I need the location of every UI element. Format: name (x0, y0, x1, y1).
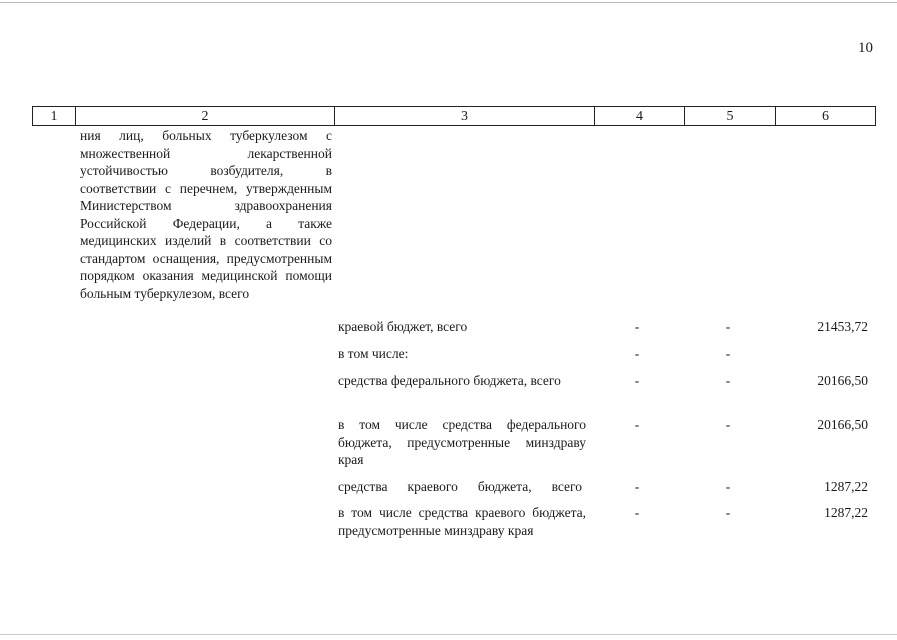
funding-source: средства краевого бюджета, всего (338, 479, 582, 494)
cell-col5: - (725, 505, 731, 520)
cell-col4: - (634, 417, 640, 432)
cell-col6: 1287,22 (824, 479, 868, 494)
scan-edge-bottom (0, 634, 897, 635)
cell-col6: 20166,50 (817, 417, 868, 432)
funding-source: краевой бюджет, всего (338, 319, 468, 334)
cell-col4: - (634, 319, 640, 334)
cell-col4: - (634, 346, 640, 361)
cell-col5: - (725, 319, 731, 334)
expense-description: ния лиц, больных туберкулезом с множественной лекарственной устойчивостью возбудителя, в соответствии с перечнем, утвержденным Министерством здравоохранения Российской Федерации, а также медицинских изделий в соответствии со стандартом оснащения, предусмотренным порядком оказания медицинской помощи больным туберкулезом, всего (80, 128, 332, 301)
cell-col4: - (634, 373, 640, 388)
column-header-3: 3 (334, 106, 595, 126)
page-number: 10 (858, 40, 873, 56)
column-header-4: 4 (594, 106, 685, 126)
funding-source: средства федерального бюджета, всего (338, 373, 561, 388)
funding-source: в том числе средства краевого бюджета, предусмотренные минздраву края (338, 505, 586, 538)
scan-edge-top (0, 2, 897, 3)
column-header-5: 5 (684, 106, 776, 126)
funding-source: в том числе: (338, 346, 409, 361)
cell-col4: - (634, 479, 640, 494)
cell-col5: - (725, 373, 731, 388)
cell-col6: 1287,22 (824, 505, 868, 520)
cell-col4: - (634, 505, 640, 520)
cell-col6: 21453,72 (817, 319, 868, 334)
column-header-6: 6 (775, 106, 876, 126)
column-header-2: 2 (75, 106, 335, 126)
cell-col5: - (725, 417, 731, 432)
funding-source: в том числе средства федерального бюджета, предусмотренные минздраву края (338, 417, 586, 467)
cell-col6: 20166,50 (817, 373, 868, 388)
column-header-1: 1 (32, 106, 76, 126)
cell-col5: - (725, 346, 731, 361)
cell-col5: - (725, 479, 731, 494)
